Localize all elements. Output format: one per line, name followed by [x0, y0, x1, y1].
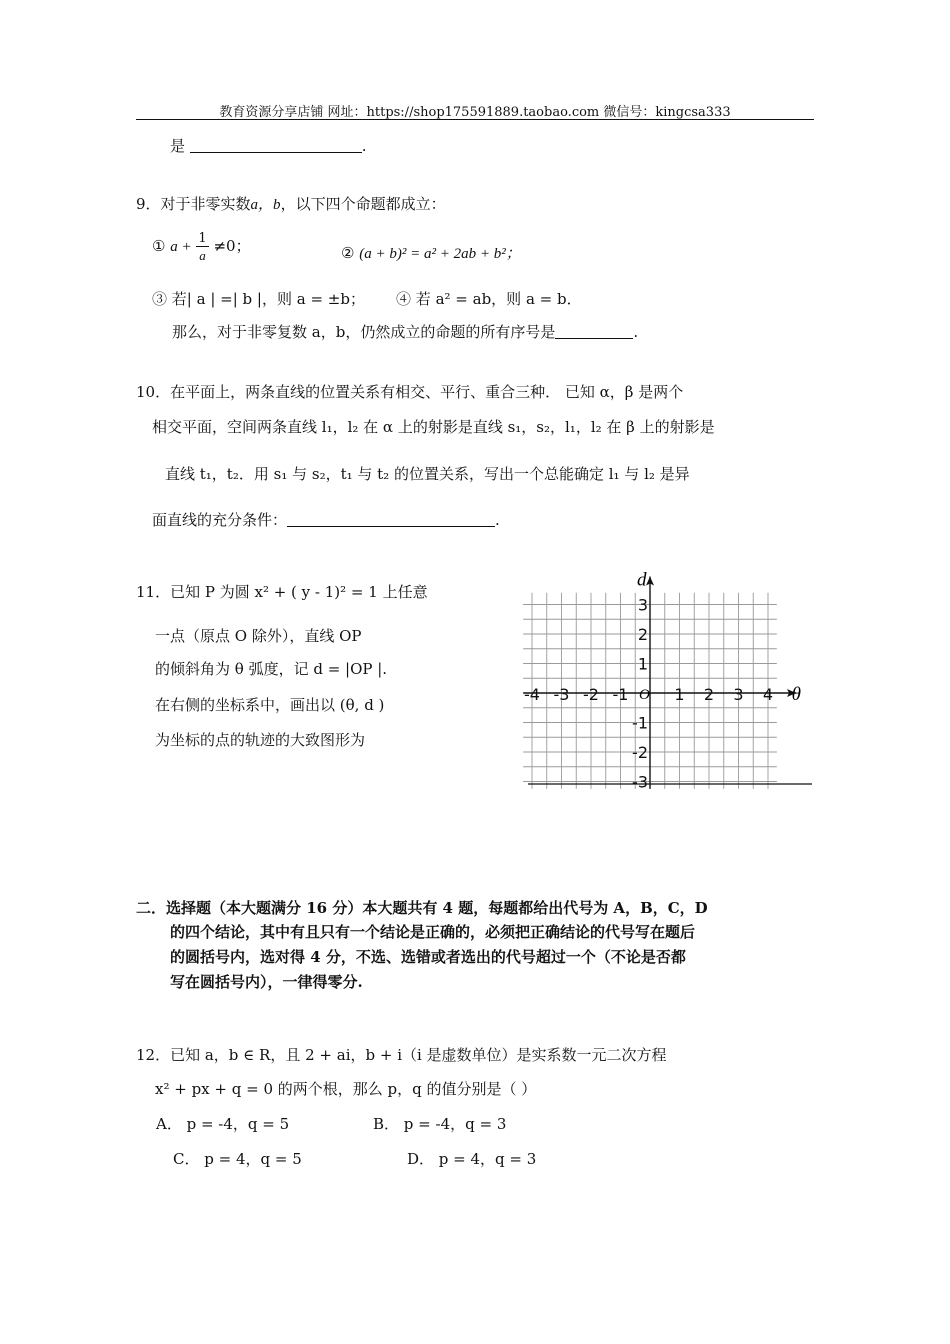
q9-p2-text: (a + b)² = a² + 2ab + b²； [359, 246, 521, 262]
q9-blank [555, 324, 633, 339]
q11-line-3: 的倾斜角为 θ 弧度，记 d = |OP |. [155, 660, 388, 678]
q12-line-2: x² + px + q = 0 的两个根，那么 p，q 的值分别是（ ） [155, 1080, 537, 1098]
x-tick-label: -2 [583, 685, 599, 704]
x-tick-label: -4 [524, 685, 540, 704]
x-axis-label: θ [791, 684, 801, 705]
q9-proposition-3 [152, 288, 365, 309]
q10-line-4-text: 面直线的充分条件： [152, 511, 288, 529]
section2-line-1: 二．选择题（本大题满分 16 分）本大题共有 4 题，每题都给出代号为 A，B，C，D [136, 899, 708, 917]
q11-line-1: 11．已知 P 为圆 x² + ( y - 1)² = 1 上任意 [136, 583, 428, 601]
q9-question-text: 那么，对于非零复数 a，b，仍然成立的命题的所有序号是 [172, 323, 556, 341]
q9-p1-rest: ≠0； [213, 237, 251, 255]
q9-p2-label: ② [341, 244, 355, 262]
y-tick-label: -3 [632, 772, 648, 790]
q10-blank [287, 512, 495, 527]
x-tick-label: 1 [674, 685, 685, 704]
q12-option-a: A． p = -4，q = 5 [156, 1115, 290, 1133]
q12-line-1: 12．已知 a，b ∈ R，且 2 + ai，b + i（i 是虚数单位）是实系数一元二次方程 [136, 1046, 667, 1064]
q9-p3-label: ③ [152, 290, 168, 308]
q9-p3-text: 若| a | =| b |，则 a = ±b； [171, 290, 365, 308]
tick-labels [524, 569, 801, 790]
q9-p4-label: ④ [396, 290, 412, 308]
q10-line-2: 相交平面，空间两条直线 l₁，l₂ 在 α 上的射影是直线 s₁，s₂，l₁，l₂ 在 β 上的射影是 [152, 418, 715, 436]
x-tick-label: 2 [703, 685, 715, 704]
section2-line-3: 的圆括号内，选对得 4 分，不选、选错或者选出的代号超过一个（不论是否都 [170, 948, 686, 966]
y-axis-label: d [637, 569, 647, 591]
q8-answer-line [170, 135, 367, 156]
y-tick-label: -1 [632, 713, 648, 733]
x-tick-label: 4 [762, 685, 774, 704]
header-rule [136, 119, 814, 120]
q10-line-3: 直线 t₁，t₂．用 s₁ 与 s₂，t₁ 与 t₂ 的位置关系，写出一个总能确定 l₁ 与 l₂ 是异 [165, 465, 690, 483]
q9-intro-end: ，以下四个命题都成立： [280, 195, 446, 213]
page-header: 教育资源分享店铺 网址：https://shop175591889.taobao.com 微信号：kingcsa333 [219, 105, 731, 120]
q9-intro-text: 9．对于非零实数 [136, 195, 251, 213]
section2-line-2: 的四个结论，其中有且只有一个结论是正确的，必须把正确结论的代号写在题后 [170, 923, 696, 941]
q9-proposition-2 [341, 242, 521, 263]
q10-line-1: 10．在平面上，两条直线的位置关系有相交、平行、重合三种． 已知 α，β 是两个 [136, 383, 684, 401]
y-tick-label: 3 [637, 595, 648, 615]
q9-vars: a，b [250, 197, 281, 213]
q12-option-b: B． p = -4，q = 3 [373, 1115, 507, 1133]
q9-question-end: . [633, 323, 639, 341]
q8-suffix: . [361, 137, 367, 155]
q11-coordinate-grid [520, 555, 820, 790]
q11-line-4: 在右侧的坐标系中，画出以 (θ, d ) [155, 696, 385, 714]
q9-p1-frac-den: a [199, 248, 206, 263]
q9-question [172, 321, 638, 342]
x-tick-label: -1 [612, 685, 629, 704]
q10-line-4-end: . [495, 511, 500, 529]
q9-intro [136, 193, 446, 214]
q9-p4-text: 若 a² = ab，则 a = b． [415, 290, 582, 308]
section2-line-4: 写在圆括号内），一律得零分. [170, 973, 363, 991]
q9-p1-fraction [196, 232, 208, 262]
q9-proposition-1 [152, 232, 251, 262]
q11-line-2: 一点（原点 O 除外），直线 OP [155, 627, 362, 645]
y-tick-label: -2 [632, 743, 648, 762]
y-tick-label: 2 [637, 625, 648, 644]
q12-option-d: D． p = 4，q = 3 [407, 1150, 537, 1168]
q8-blank [190, 138, 362, 153]
q11-line-5: 为坐标的点的轨迹的大致图形为 [155, 731, 366, 749]
q9-proposition-4 [396, 288, 582, 309]
q9-p1-frac-num: 1 [198, 231, 207, 246]
x-tick-label: 3 [733, 685, 744, 704]
x-tick-label: -3 [553, 685, 570, 704]
y-tick-label: 1 [637, 654, 648, 674]
origin-label: O [639, 687, 650, 703]
q9-p1-label: ① [152, 237, 166, 255]
axes [523, 576, 796, 788]
q12-option-c: C． p = 4，q = 5 [173, 1150, 302, 1168]
q10-line-4 [152, 509, 500, 530]
q8-prefix: 是 [170, 137, 186, 155]
q9-p1-a: a + [170, 239, 192, 255]
